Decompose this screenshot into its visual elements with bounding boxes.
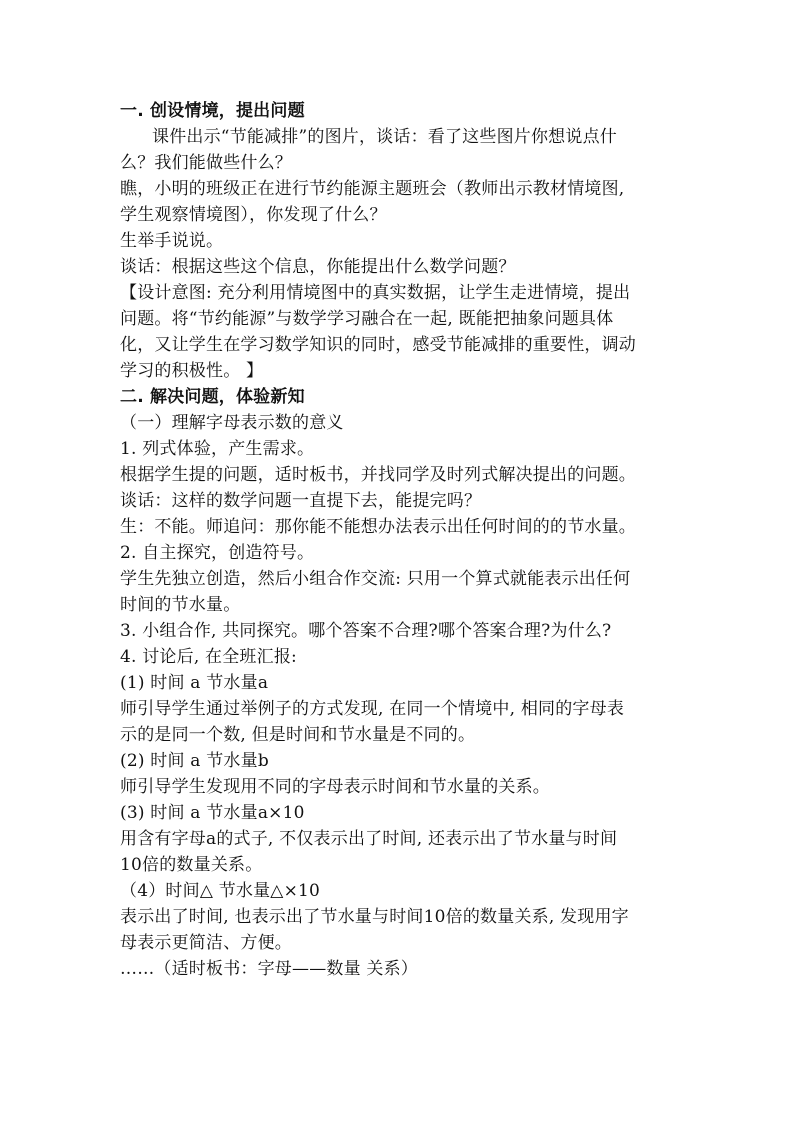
paragraph-line: 么？我们能做些什么？ bbox=[120, 153, 292, 173]
paragraph-line: 谈话：根据这些这个信息，你能提出什么数学问题？ bbox=[120, 257, 516, 277]
paragraph-line: 学生先独立创造，然后小组合作交流: 只用一个算式就能表示出任何 bbox=[120, 569, 631, 589]
paragraph-line: 表示出了时间, 也表示出了节水量与时间10倍的数量关系, 发现用字 bbox=[120, 907, 629, 927]
step-heading: 4. 讨论后, 在全班汇报: bbox=[120, 647, 297, 667]
paragraph-line: 10倍的数量关系。 bbox=[120, 855, 263, 875]
paragraph-line: 示的是同一个数, 但是时间和节水量是不同的。 bbox=[120, 725, 476, 745]
section-heading-2: 二. 解决问题，体验新知 bbox=[120, 387, 305, 407]
design-intent-line: 问题。将“节约能源”与数学学习融合在一起, 既能把抽象问题具体 bbox=[120, 309, 614, 329]
subsection-heading: （一）理解字母表示数的意义 bbox=[120, 413, 344, 433]
paragraph-line: 用含有字母a的式子, 不仅表示出了时间, 还表示出了节水量与时间 bbox=[120, 829, 618, 849]
paragraph-line: 师引导学生通过举例子的方式发现, 在同一个情境中, 相同的字母表 bbox=[120, 699, 625, 719]
paragraph-line: 师引导学生发现用不同的字母表示时间和节水量的关系。 bbox=[120, 777, 550, 797]
paragraph-line: 根据学生提的问题，适时板书，并找同学及时列式解决提出的问题。 bbox=[120, 465, 636, 485]
board-note-line: ……（适时板书：字母——数量 关系） bbox=[120, 959, 419, 979]
step-heading: 1. 列式体验，产生需求。 bbox=[120, 439, 315, 459]
step-heading: 2. 自主探究，创造符号。 bbox=[120, 543, 315, 563]
example-line: (2) 时间 a 节水量b bbox=[120, 751, 269, 771]
paragraph-line: 瞧，小明的班级正在进行节约能源主题班会（教师出示教材情境图, bbox=[120, 179, 625, 199]
section-heading-1: 一. 创设情境，提出问题 bbox=[120, 101, 305, 121]
step-heading: 3. 小组合作, 共同探究。哪个答案不合理?哪个答案合理?为什么? bbox=[120, 621, 612, 641]
design-intent-line: 【设计意图: 充分利用情境图中的真实数据，让学生走进情境，提出 bbox=[120, 283, 631, 303]
example-line: （4）时间△ 节水量△×10 bbox=[120, 881, 321, 901]
paragraph-line: 生举手说说。 bbox=[120, 231, 224, 251]
paragraph-line: 生：不能。师追问：那你能不能想办法表示出任何时间的的节水量。 bbox=[120, 517, 636, 537]
paragraph-line: 学生观察情境图），你发现了什么？ bbox=[120, 205, 387, 225]
paragraph-line: 时间的节水量。 bbox=[120, 595, 241, 615]
paragraph-line: 谈话：这样的数学问题一直提下去，能提完吗？ bbox=[120, 491, 482, 511]
example-line: (1) 时间 a 节水量a bbox=[120, 673, 269, 693]
example-line: (3) 时间 a 节水量a×10 bbox=[120, 803, 305, 823]
document-body bbox=[120, 98, 694, 982]
design-intent-line: 化，又让学生在学习数学知识的同时，感受节能减排的重要性，调动 bbox=[120, 335, 636, 355]
design-intent-line: 学习的积极性。 】 bbox=[120, 361, 264, 381]
paragraph-line: 课件出示“节能减排”的图片，谈话：看了这些图片你想说点什 bbox=[152, 127, 617, 147]
paragraph-line: 母表示更简洁、方便。 bbox=[120, 933, 292, 953]
